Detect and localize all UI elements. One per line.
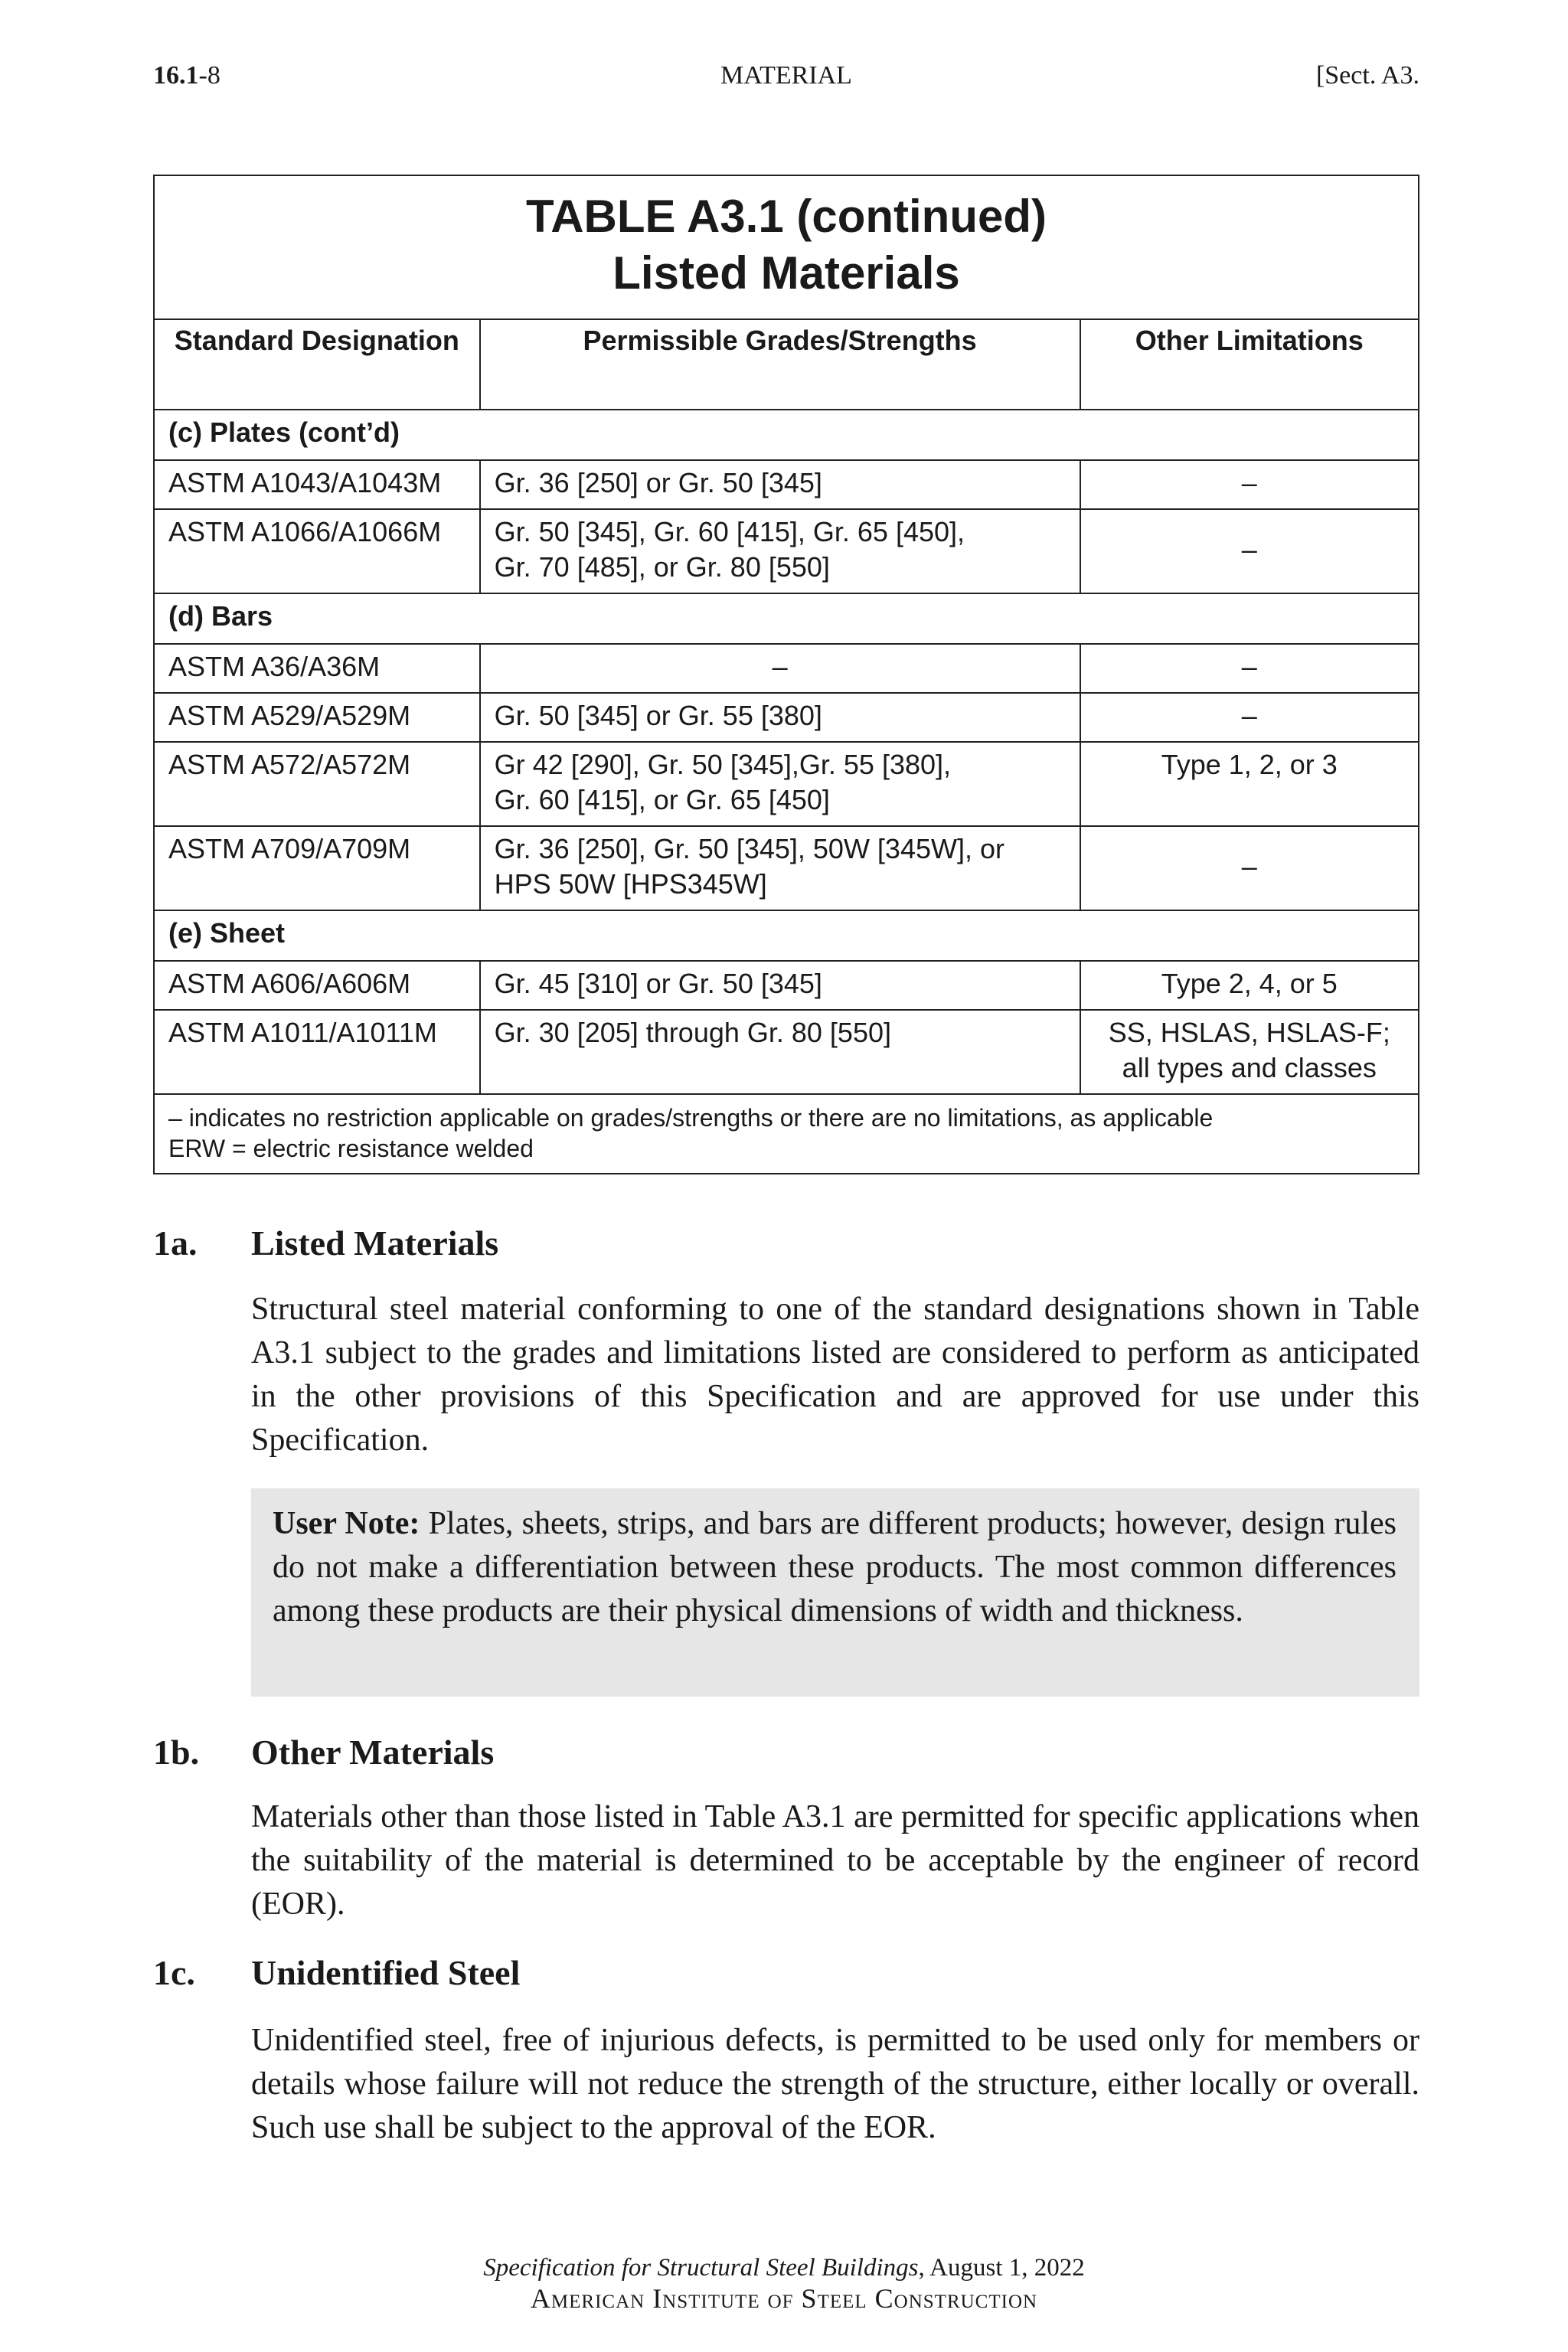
page-number: 16.1-8	[153, 61, 220, 90]
footer-spec-title: Specification for Structural Steel Buildings	[483, 2254, 919, 2282]
table-row: ASTM A1011/A1011M Gr. 30 [205] through Gr. 80 [550] SS, HSLAS, HSLAS-F; all types and classes	[154, 1010, 1419, 1094]
section-title: Listed Materials	[251, 1223, 499, 1263]
section-number: 1c.	[153, 1953, 195, 1992]
table-header-row	[154, 319, 1419, 410]
section-ref: [Sect. A3.	[1315, 61, 1419, 90]
table-row: ASTM A572/A572M Gr 42 [290], Gr. 50 [345],Gr. 55 [380], Gr. 60 [415], or Gr. 65 [450] Type 1, 2, or 3	[154, 742, 1419, 826]
paragraph-1c: Unidentified steel, free of injurious defects, is permitted to be used only for members or details whose failure will not reduce the strength of the structure, either locally or overall. Such use shall be subject to the approval of the EOR.	[251, 2023, 1419, 2145]
running-head	[153, 61, 1419, 107]
table-row: ASTM A1043/A1043M Gr. 36 [250] or Gr. 50 [345] –	[154, 460, 1419, 509]
page-footer	[0, 2252, 1568, 2314]
section-title: Unidentified Steel	[251, 1953, 521, 1992]
section-number: 1a.	[153, 1223, 198, 1263]
section-row-bars: (d) Bars	[154, 593, 1419, 644]
user-note-box	[251, 1488, 1419, 1697]
table-title: TABLE A3.1 (continued) Listed Materials	[154, 175, 1419, 319]
section-title: Other Materials	[251, 1733, 495, 1772]
table-row: ASTM A36/A36M – –	[154, 644, 1419, 693]
paragraph-1b: Materials other than those listed in Table A3.1 are permitted for specific applications when the suitability of the material is determined to be acceptable by the engineer of record (EOR).	[251, 1799, 1419, 1922]
table-row: ASTM A709/A709M Gr. 36 [250], Gr. 50 [345], 50W [345W], or HPS 50W [HPS345W] –	[154, 826, 1419, 910]
listed-materials-table	[153, 175, 1419, 1174]
col-header-limitations: Other Limitations	[1080, 319, 1419, 410]
footer-organization: American Institute of Steel Construction	[530, 2283, 1038, 2314]
table-footnote: – indicates no restriction applicable on grades/strengths or there are no limitations, as applicable ERW = electric resistance welded	[154, 1094, 1419, 1174]
user-note-label: User Note:	[273, 1506, 420, 1541]
section-row-sheet: (e) Sheet	[154, 910, 1419, 961]
table-row: ASTM A1066/A1066M Gr. 50 [345], Gr. 60 [415], Gr. 65 [450], Gr. 70 [485], or Gr. 80 [550] –	[154, 509, 1419, 593]
section-number: 1b.	[153, 1733, 200, 1772]
footer-date: , August 1, 2022	[918, 2254, 1085, 2282]
section-row-plates: (c) Plates (cont’d)	[154, 410, 1419, 460]
user-note-text: Plates, sheets, strips, and bars are different products; however, design rules do not make a differentiation between these products. The most common differences among these products are their physical dimensions of width and thickness.	[273, 1506, 1396, 1628]
chapter-title: MATERIAL	[720, 61, 852, 90]
table-row: ASTM A606/A606M Gr. 45 [310] or Gr. 50 [345] Type 2, 4, or 5	[154, 961, 1419, 1010]
table-row: ASTM A529/A529M Gr. 50 [345] or Gr. 55 [380] –	[154, 693, 1419, 742]
col-header-designation: Standard Designation	[154, 319, 480, 410]
col-header-grades: Permissible Grades/Strengths	[480, 319, 1080, 410]
paragraph-1a: Structural steel material conforming to one of the standard designations shown in Table A3.1 subject to the grades and limitations listed are considered to perform as anticipated in the other provisions of this Specification and are approved for use under this Specification.	[251, 1292, 1419, 1458]
